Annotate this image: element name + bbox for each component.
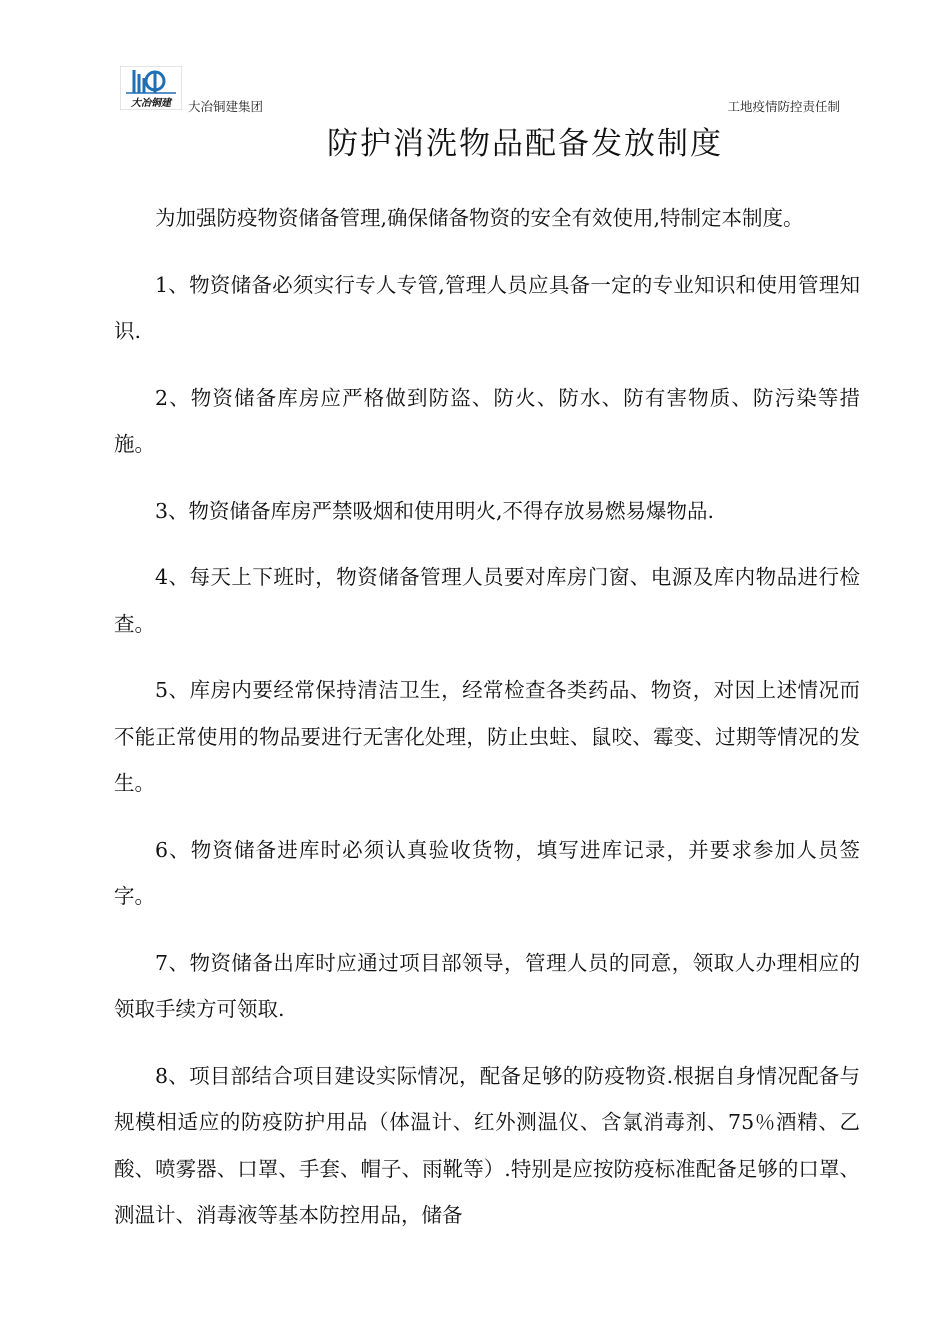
document-body <box>114 195 860 1259</box>
document-title: 防护消洗物品配备发放制度 <box>327 126 723 162</box>
company-logo <box>120 66 182 110</box>
rule-item-4: 4、每天上下班时，物资储备管理人员要对库房门窗、电源及库内物品进行检查。 <box>114 565 860 636</box>
rule-item-5: 5、库房内要经常保持清洁卫生，经常检查各类药品、物资，对因上述情况而不能正常使用的物品要进行无害化处理，防止虫蛀、鼠咬、霉变、过期等情况的发生。 <box>114 678 860 795</box>
page-header <box>120 66 840 112</box>
rule-item-6: 6、物资储备进库时必须认真验收货物，填写进库记录，并要求参加人员签字。 <box>114 837 860 908</box>
logo-lettering: 大冶铜建 <box>131 98 171 109</box>
intro-paragraph: 为加强防疫物资储备管理,确保储备物资的安全有效使用,特制定本制度。 <box>155 206 804 230</box>
rule-item-3: 3、物资储备库房严禁吸烟和使用明火,不得存放易燃易爆物品. <box>155 498 715 523</box>
rule-item-2: 2、物资储备库房应严格做到防盗、防火、防水、防有害物质、防污染等措施。 <box>114 385 860 456</box>
document-type: 工地疫情防控责任制 <box>727 99 840 114</box>
rule-item-1: 1、物资储备必须实行专人专管,管理人员应具备一定的专业知识和使用管理知识. <box>114 272 860 343</box>
rule-item-8: 8、项目部结合项目建设实际情况，配备足够的防疫物资.根据自身情况配备与规模相适应的防疫防护用品（体温计、红外测温仪、含氯消毒剂、75％酒精、乙酸、喷雾器、口罩、手套、帽子、雨靴等）.特别是应按防疫标准配备足够的口罩、测温计、消毒液等基本防控用品，储备 <box>114 1063 860 1227</box>
company-name: 大冶铜建集团 <box>188 99 264 114</box>
rule-item-7: 7、物资储备出库时应通过项目部领导，管理人员的同意，领取人办理相应的领取手续方可领取. <box>114 950 860 1021</box>
